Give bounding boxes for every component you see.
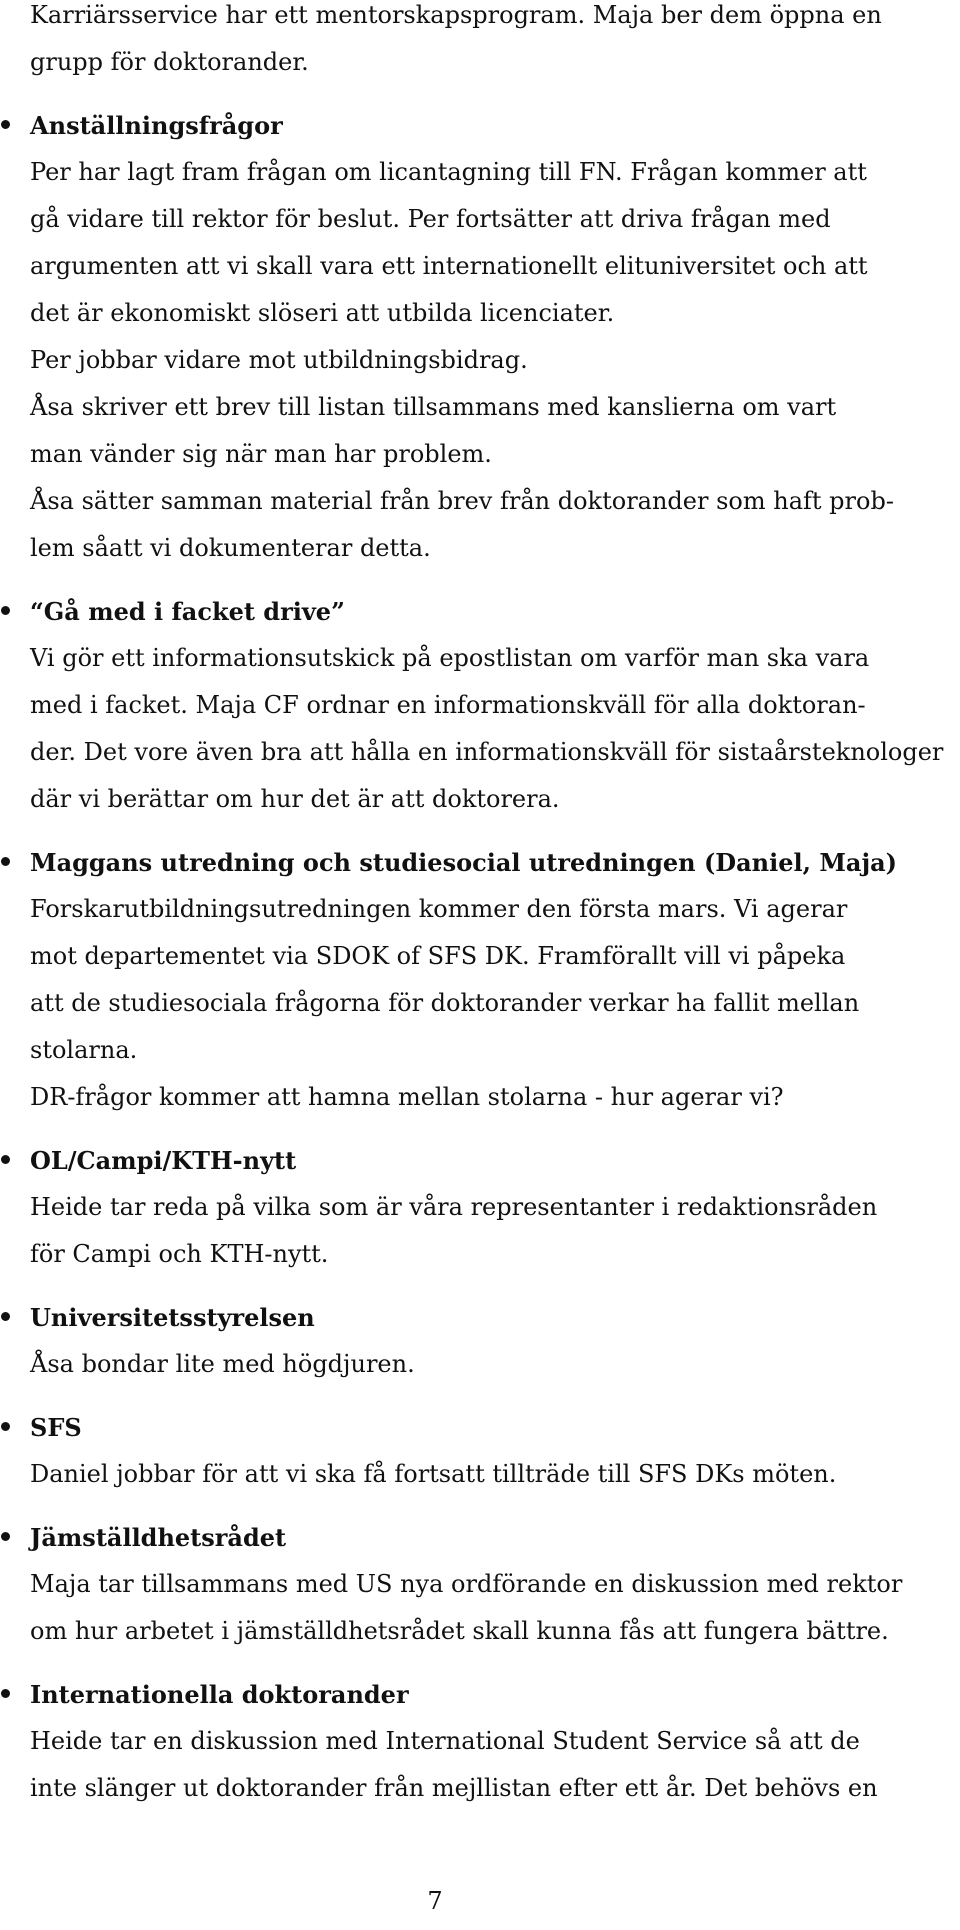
agenda-item-heading: Internationella doktorander <box>30 1680 409 1709</box>
agenda-item-paragraph <box>30 1184 960 1278</box>
page-content <box>30 0 960 1812</box>
agenda-item-paragraph <box>30 1451 960 1498</box>
text-line: för Campi och KTH-nytt. <box>30 1240 329 1268</box>
agenda-item-heading: Universitetsstyrelsen <box>30 1303 315 1332</box>
text-line: stolarna. <box>30 1036 138 1064</box>
agenda-item <box>30 1294 960 1388</box>
bullet-icon <box>1 1422 10 1431</box>
agenda-item-paragraph <box>30 886 960 1074</box>
agenda-item <box>30 102 960 572</box>
agenda-item-heading: “Gå med i facket drive” <box>30 597 345 626</box>
bullet-icon <box>1 606 10 615</box>
page-number: 7 <box>427 1887 443 1915</box>
text-line: Karriärsservice har ett mentorskapsprogram. Maja ber dem öppna en <box>30 1 882 29</box>
intro-paragraph <box>30 0 960 86</box>
text-line: gå vidare till rektor för beslut. Per fortsätter att driva frågan med <box>30 205 831 233</box>
text-line: med i facket. Maja CF ordnar en informationskväll för alla doktoran- <box>30 691 866 719</box>
agenda-item-paragraph <box>30 337 960 384</box>
agenda-item-heading: Jämställdhetsrådet <box>30 1523 287 1552</box>
text-line: där vi berättar om hur det är att doktorera. <box>30 785 560 813</box>
text-line: DR-frågor kommer att hamna mellan stolarna - hur agerar vi? <box>30 1083 784 1111</box>
text-line: Vi gör ett informationsutskick på epostlistan om varför man ska vara <box>30 644 870 672</box>
bullet-icon <box>1 1689 10 1698</box>
agenda-item <box>30 839 960 1121</box>
agenda-item <box>30 1514 960 1655</box>
text-line: mot departementet via SDOK of SFS DK. Framförallt vill vi påpeka <box>30 942 846 970</box>
text-line: Per har lagt fram frågan om licantagning till FN. Frågan kommer att <box>30 158 867 186</box>
agenda-item <box>30 1671 960 1812</box>
text-line: Åsa skriver ett brev till listan tillsammans med kanslierna om vart <box>30 393 837 421</box>
agenda-item-paragraph <box>30 1074 960 1121</box>
text-line: lem såatt vi dokumenterar detta. <box>30 534 431 562</box>
text-line: grupp för doktorander. <box>30 48 309 76</box>
agenda-item-heading: Anställningsfrågor <box>30 111 283 140</box>
agenda-item-heading: SFS <box>30 1413 82 1442</box>
agenda-item-heading: OL/Campi/KTH-nytt <box>30 1146 297 1175</box>
agenda-item-heading: Maggans utredning och studiesocial utredningen (Daniel, Maja) <box>30 848 898 877</box>
text-line: der. Det vore även bra att hålla en informationskväll för sistaårsteknologer <box>30 738 944 766</box>
text-line: man vänder sig när man har problem. <box>30 440 492 468</box>
text-line: att de studiesociala frågorna för doktorander verkar ha fallit mellan <box>30 989 860 1017</box>
text-line: Daniel jobbar för att vi ska få fortsatt tillträde till SFS DKs möten. <box>30 1460 837 1488</box>
bullet-icon <box>1 857 10 866</box>
text-line: Heide tar reda på vilka som är våra representanter i redaktionsråden <box>30 1193 878 1221</box>
agenda-item-paragraph <box>30 1341 960 1388</box>
agenda-item-paragraph <box>30 635 960 823</box>
agenda-item-paragraph <box>30 478 960 572</box>
bullet-icon <box>1 120 10 129</box>
agenda-item <box>30 588 960 823</box>
text-line: argumenten att vi skall vara ett internationellt elituniversitet och att <box>30 252 868 280</box>
text-line: Forskarutbildningsutredningen kommer den första mars. Vi agerar <box>30 895 848 923</box>
text-line: Heide tar en diskussion med International Student Service så att de <box>30 1727 860 1755</box>
agenda-item-paragraph <box>30 1718 960 1812</box>
text-line: om hur arbetet i jämställdhetsrådet skall kunna fås att fungera bättre. <box>30 1617 889 1645</box>
agenda-item-paragraph <box>30 149 960 337</box>
bullet-icon <box>1 1155 10 1164</box>
text-line: Per jobbar vidare mot utbildningsbidrag. <box>30 346 528 374</box>
bullet-icon <box>1 1312 10 1321</box>
text-line: inte slänger ut doktorander från mejllistan efter ett år. Det behövs en <box>30 1774 878 1802</box>
text-line: Maja tar tillsammans med US nya ordförande en diskussion med rektor <box>30 1570 903 1598</box>
text-line: det är ekonomiskt slöseri att utbilda licenciater. <box>30 299 615 327</box>
text-line: Åsa sätter samman material från brev från doktorander som haft prob- <box>30 487 894 515</box>
text-line: Åsa bondar lite med högdjuren. <box>30 1350 415 1378</box>
agenda-item <box>30 1404 960 1498</box>
agenda-item <box>30 1137 960 1278</box>
agenda-item-paragraph <box>30 1561 960 1655</box>
agenda-item-paragraph <box>30 384 960 478</box>
bullet-icon <box>1 1532 10 1541</box>
